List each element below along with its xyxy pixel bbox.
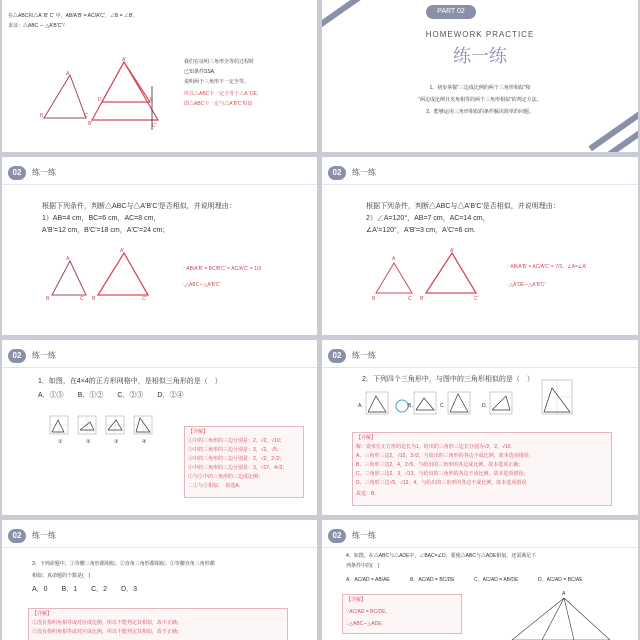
option-c: C．AC/AD = AB/DE (474, 577, 519, 583)
label-c-prime: C' (142, 296, 147, 302)
note-line-4: 所以△ABC不一定全等于△A' DE， (184, 91, 262, 97)
label-c-prime: C' (474, 296, 479, 302)
label-c-prime: C' (152, 123, 157, 129)
problem-text: 在△ABC和△A' B' C' 中，AB/A'B' = AC/A'C'，∠B = ∠B'， (8, 13, 139, 19)
explanation-line-2: ∴△ABC∽△ADE． (346, 621, 387, 627)
label-c: C (80, 296, 84, 302)
triangle-abc (44, 75, 86, 118)
grid-4 (134, 416, 152, 434)
explanation-line-2: B、三角形三边2，4，2√5，与给出的三角形的各边成比例，故本选项正确； (356, 462, 524, 468)
condition-1: 2）∠A=120°，AB=7 cm，AC=14 cm， (366, 215, 490, 222)
option-b-label: B. (408, 403, 413, 409)
triangle-abc (52, 261, 86, 295)
label-a: A (392, 256, 396, 262)
section-subtitle: HOMEWORK PRACTICE (425, 30, 535, 39)
option-a-label: A. (358, 403, 363, 409)
option-grid-d (490, 392, 512, 414)
label-a: A (66, 256, 70, 262)
label-a-prime: A' (450, 248, 455, 254)
question-line-2: 列条件中的( ) (346, 563, 380, 569)
explanation-line-3: ③中的三角形的三边分别是：2，√2，2√2； (188, 456, 285, 462)
note-line-3: 说明两个三角形不一定全等。 (184, 79, 250, 85)
label-b-prime: B' (420, 296, 425, 302)
explanation-line-2: ②中的三角形的三边分别是：3，√2，√5； (188, 447, 282, 453)
question-line-1: 3．下列命题中，①等腰三角形都相似；②直角三角形都相似；③等腰直角三角形都 (32, 561, 215, 567)
option-d: D．AC/AD = BC/AE (538, 577, 583, 583)
reference-grid (542, 380, 572, 414)
label-a: A (66, 71, 70, 77)
option-grid-b (414, 392, 436, 414)
slide-5 (2, 340, 317, 515)
slide-header (322, 163, 638, 185)
header-title: 练一练 (352, 531, 376, 540)
grid-3 (106, 416, 124, 434)
grid-figures (50, 416, 160, 438)
note-line-2: 已知条件SSA， (184, 69, 220, 75)
question-line-1: 4．如图，在△ABC与△ADE中，∠BAC=∠D，要使△ABC与△ADE相似，还需满足下 (346, 553, 537, 559)
label-c: C (84, 113, 88, 119)
section-title: 练一练 (453, 46, 507, 66)
section-number-badge: 02 (328, 166, 346, 180)
triangle-a1de (102, 62, 150, 102)
slide-1 (2, 0, 317, 152)
slide-4 (322, 157, 638, 335)
answer-line-1: ∵ AB/A'B' = AC/A'C' = 7/3，∠A=∠A' (506, 264, 587, 270)
option-a: A．AC/AD = AB/AE (346, 577, 390, 583)
option-grid-a (366, 392, 388, 414)
slide-6 (322, 340, 638, 515)
label-e: E (150, 97, 154, 103)
grid-label-2: ② (86, 439, 91, 445)
header-title: 练一练 (352, 351, 376, 360)
question-text: 根据下列条件，判断△ABC与△A'B'C'是否相似，并说明理由： (42, 203, 236, 210)
header-title: 练一练 (32, 531, 56, 540)
question-text: 2．下列四个三角形中，与图中的三角形相似的是（ ） (362, 376, 534, 383)
explanation-title: 【详解】 (356, 435, 377, 441)
section-number-badge: 02 (8, 166, 26, 180)
question-line-2: 相似；真命题的个数是( ) (32, 573, 91, 579)
explanation-title: 【详解】 (346, 597, 367, 603)
label-d: D (98, 97, 102, 103)
label-b: B (40, 113, 44, 119)
explanation-line-4: ④中的三角形的三边分别是：3，√17，4√2； (188, 465, 288, 471)
condition-2: A'B'=12 cm，B'C'=18 cm，A'C'=24 cm； (42, 227, 170, 234)
slide-header (322, 526, 638, 548)
answer-options: A．①③ B．①② C．②③ D．②④ (38, 392, 184, 399)
explanation-line-5: ①与②中的三角形的三边成比例： (188, 474, 264, 480)
triangle-a1b1c1 (426, 253, 476, 293)
option-grids (366, 392, 626, 422)
label-a-prime: A' (122, 57, 127, 63)
answer-line-1: ∵ AB/A'B' = BC/B'C' = AC/A'C' = 1/3 (182, 266, 262, 272)
label-c: C (408, 296, 412, 302)
condition-1: 1）AB=4 cm，BC=6 cm，AC=8 cm， (42, 215, 161, 222)
slide-3 (2, 157, 317, 335)
option-d-label: D. (482, 403, 487, 409)
objective-2: “两边成比例且夹角相等的两个三角形相似”的判定方法。 (418, 97, 542, 103)
slide-header (2, 526, 317, 548)
selected-answer-icon (396, 400, 408, 412)
option-b: B．AC/AD = BC/DE (410, 577, 455, 583)
section-number-badge: 02 (328, 529, 346, 543)
triangle-figure (46, 253, 166, 313)
question-text: 1．如图，在4×4的正方形网格中，是相似三角形的是（ ） (38, 378, 222, 385)
fan-triangle-figure (512, 594, 632, 640)
section-number-badge: 02 (328, 349, 346, 363)
slide-7 (2, 520, 317, 640)
slide-header (322, 346, 638, 368)
grid-2 (78, 416, 96, 434)
grid-1 (50, 416, 68, 434)
answer-line-2: ∴△ABC∽△A'B'C' (182, 282, 221, 288)
answer-options: A．0 B．1 C．2 D．3 (32, 586, 138, 593)
label-a: A (562, 591, 566, 597)
slide-header (2, 346, 317, 368)
section-number-badge: 02 (8, 349, 26, 363)
explanation-line-6: ∴①与②相似． 故选A． (188, 483, 244, 489)
option-grid-c (448, 392, 470, 414)
grid-label-3: ③ (114, 439, 119, 445)
condition-2: ∠A'=120°，A'B'=3 cm，A'C'=6 cm. (366, 227, 476, 234)
triangle-figure (370, 253, 500, 313)
explanation-line-1: A、三角形三边2，√10，3√2，与给出的三角形的各边不成比例，故本选项错误； (356, 453, 534, 459)
note-line-1: 我们在证明三角形全等的过程时 (184, 59, 255, 65)
explanation-line-1: ∵AC/AD = BC/DE， (346, 609, 391, 615)
explanation-line-4: D、三角形三边√5，√13，4，与给出的三角形的各边不成比例，故本选项错误． (356, 480, 532, 486)
explanation-line-3: C、三角形三边2，3，√13，与给出的三角形的各边不成比例，故本选项错误； (356, 471, 529, 477)
explanation-line-1: ①中的三角形的三边分别是：2，√2，√10； (188, 438, 285, 444)
header-title: 练一练 (32, 168, 56, 177)
question-text: 根据下列条件，判断△ABC与△A'B'C'是否相似，并说明理由： (366, 203, 560, 210)
explanation-title: 【详解】 (188, 429, 209, 435)
explanation-line-1: ①没有指明角相等或对应成比例，所以不能判定其相似，故不正确； (32, 620, 183, 626)
objective-3: 2、能够运用三角形相似的条件解决简单的问题。 (426, 109, 534, 115)
header-title: 练一练 (32, 351, 56, 360)
section-number-badge: 02 (8, 529, 26, 543)
prove-text: 求证：△ABC ∽ △A'B'C'？ (8, 23, 68, 29)
label-b: B (372, 296, 376, 302)
triangle-figure (32, 50, 192, 152)
slide-2 (322, 0, 638, 152)
label-b: B (46, 296, 50, 302)
note-line-5: 即△ABC不一定与△A'B'C'相似 (184, 101, 253, 107)
label-b-prime: B' (92, 296, 97, 302)
label-a-prime: A' (120, 248, 125, 254)
label-b-prime: B' (88, 121, 93, 127)
slide-8 (322, 520, 638, 640)
triangle-a1b1c1 (92, 62, 158, 120)
explanation-title: 【详解】 (32, 611, 53, 617)
slide-header (2, 163, 317, 185)
grid-label-1: ① (58, 439, 63, 445)
explanation-line-2: ②没有指明角相等或对应成比例，所以不能判定其相似，故不正确； (32, 629, 183, 635)
header-title: 练一练 (352, 168, 376, 177)
triangle-abc (376, 263, 412, 293)
grid-label-4: ④ (142, 439, 147, 445)
option-c-label: C. (440, 403, 445, 409)
explanation-line-0: 解：设单位正方形的边长为1，给出的三角形三边长分别为√2，2，√10． (356, 444, 516, 450)
explanation-line-5: 故选：B． (356, 491, 380, 497)
part-badge: PART 02 (426, 5, 476, 19)
answer-line-2: ∴△A'DE∽△A'B'C' (506, 282, 546, 288)
objective-1: 1、初步掌握“三边成比例的两个三角形相似”和 (429, 85, 531, 91)
triangle-a1b1c1 (98, 253, 148, 295)
